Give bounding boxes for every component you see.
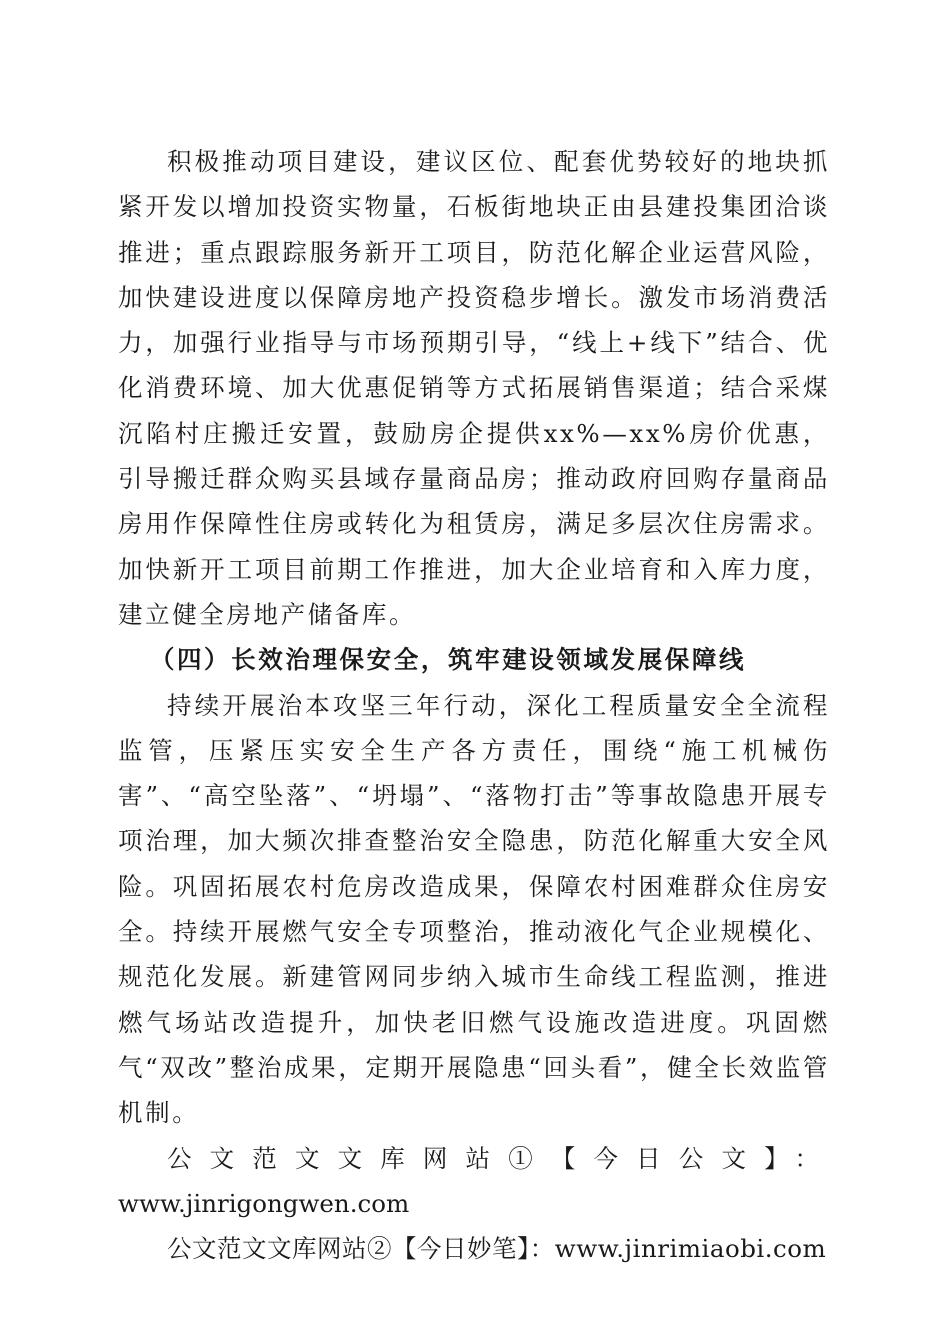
website-1-url[interactable]: www.jinrigongwen.com [118,1188,410,1218]
body-paragraph-safety-governance: 持续开展治本攻坚三年行动，深化工程质量安全全流程监管，压紧压实安全生产各方责任，围绕“施工机械伤害”、“高空坠落”、“坍塌”、“落物打击”等事故隐患开展专项治理，加大频次排查整治安全隐患，防范化解重大安全风险。巩固拓展农村危房改造成果，保障农村困难群众住房安全。持续开展燃气安全专项整治，推动液化气企业规模化、规范化发展。新建管网同步纳入城市生命线工程监测，推进燃气场站改造提升，加快老旧燃气设施改造进度。巩固燃气“双改”整治成果，定期开展隐患“回头看”，健全长效监管机制。 [118,690,830,1128]
document-page [118,139,830,1271]
website-line-2 [118,1226,830,1271]
website-2-label: 公文范文文库网站②【今日妙笔】： [167,1234,555,1264]
section-heading-four: （四）长效治理保安全，筑牢建设领域发展保障线 [149,645,747,675]
website-line-1 [118,1136,830,1227]
body-paragraph-project-construction: 积极推动项目建设，建议区位、配套优势较好的地块抓紧开发以增加投资实物量，石板街地块正由县建投集团洽谈推进；重点跟踪服务新开工项目，防范化解企业运营风险，加快建设进度以保障房地产投资稳步增长。激发市场消费活力，加强行业指导与市场预期引导，“线上+线下”结合、优化消费环境、加大优惠促销等方式拓展销售渠道；结合采煤沉陷村庄搬迁安置，鼓励房企提供xx%—xx%房价优惠，引导搬迁群众购买县域存量商品房；推动政府回购存量商品房用作保障性住房或转化为租赁房，满足多层次住房需求。加快新开工项目前期工作推进，加大企业培育和入库力度，建立健全房地产储备库。 [118,147,830,629]
website-2-url[interactable]: www.jinrimiaobi.com [554,1234,827,1264]
website-1-label: 公文范文文库网站①【今日公文】： [167,1143,830,1173]
